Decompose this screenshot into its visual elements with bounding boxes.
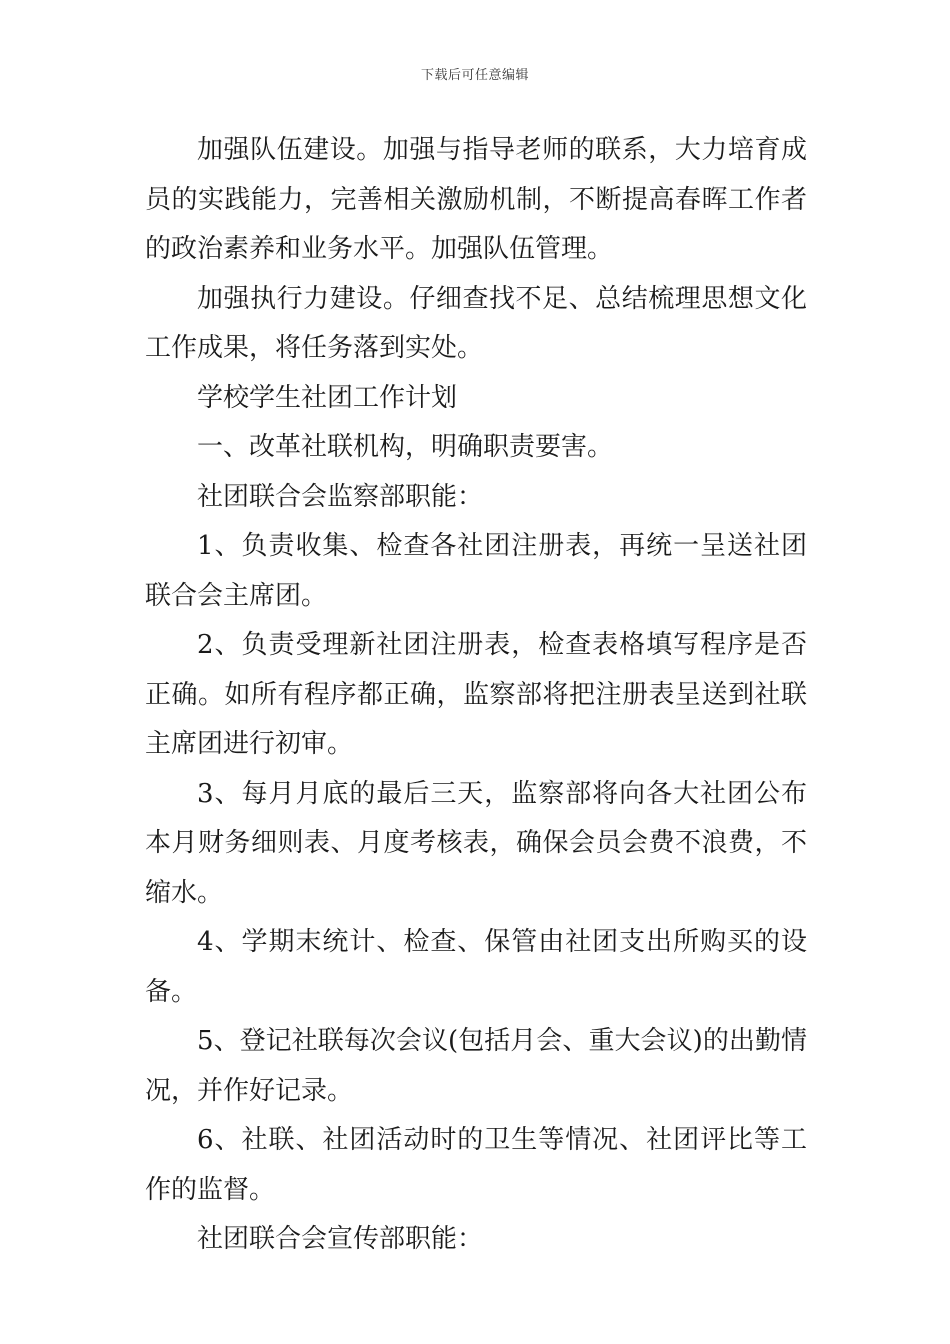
list-item-3: 3、每月月底的最后三天，监察部将向各大社团公布本月财务细则表、月度考核表，确保会员会费不浪费，不缩水。	[145, 778, 807, 908]
list-item-6: 6、社联、社团活动时的卫生等情况、社团评比等工作的监督。	[145, 1125, 807, 1205]
page-header: 下载后可任意编辑	[420, 68, 529, 83]
document-body	[145, 126, 807, 1265]
section-heading-reform: 一、改革社联机构，明确职责要害。	[197, 432, 614, 462]
paragraph-team-building: 加强队伍建设。加强与指导老师的联系，大力培育成员的实践能力，完善相关激励机制，不断提高春晖工作者的政治素养和业务水平。加强队伍管理。	[145, 135, 807, 264]
list-item-5: 5、登记社联每次会议(包括月会、重大会议)的出勤情况，并作好记录。	[145, 1026, 807, 1106]
list-item-4: 4、学期末统计、检查、保管由社团支出所购买的设备。	[145, 927, 807, 1007]
subheading-supervision-dept: 社团联合会监察部职能：	[197, 481, 484, 512]
list-item-1: 1、负责收集、检查各社团注册表，再统一呈送社团联合会主席团。	[145, 531, 807, 611]
paragraph-execution-building: 加强执行力建设。仔细查找不足、总结梳理思想文化工作成果，将任务落到实处。	[145, 283, 807, 363]
list-item-2: 2、负责受理新社团注册表，检查表格填写程序是否正确。如所有程序都正确，监察部将把注册表呈送到社联主席团进行初审。	[145, 630, 807, 759]
section-title-club-plan: 学校学生社团工作计划	[197, 382, 458, 413]
subheading-publicity-dept: 社团联合会宣传部职能：	[197, 1224, 484, 1254]
